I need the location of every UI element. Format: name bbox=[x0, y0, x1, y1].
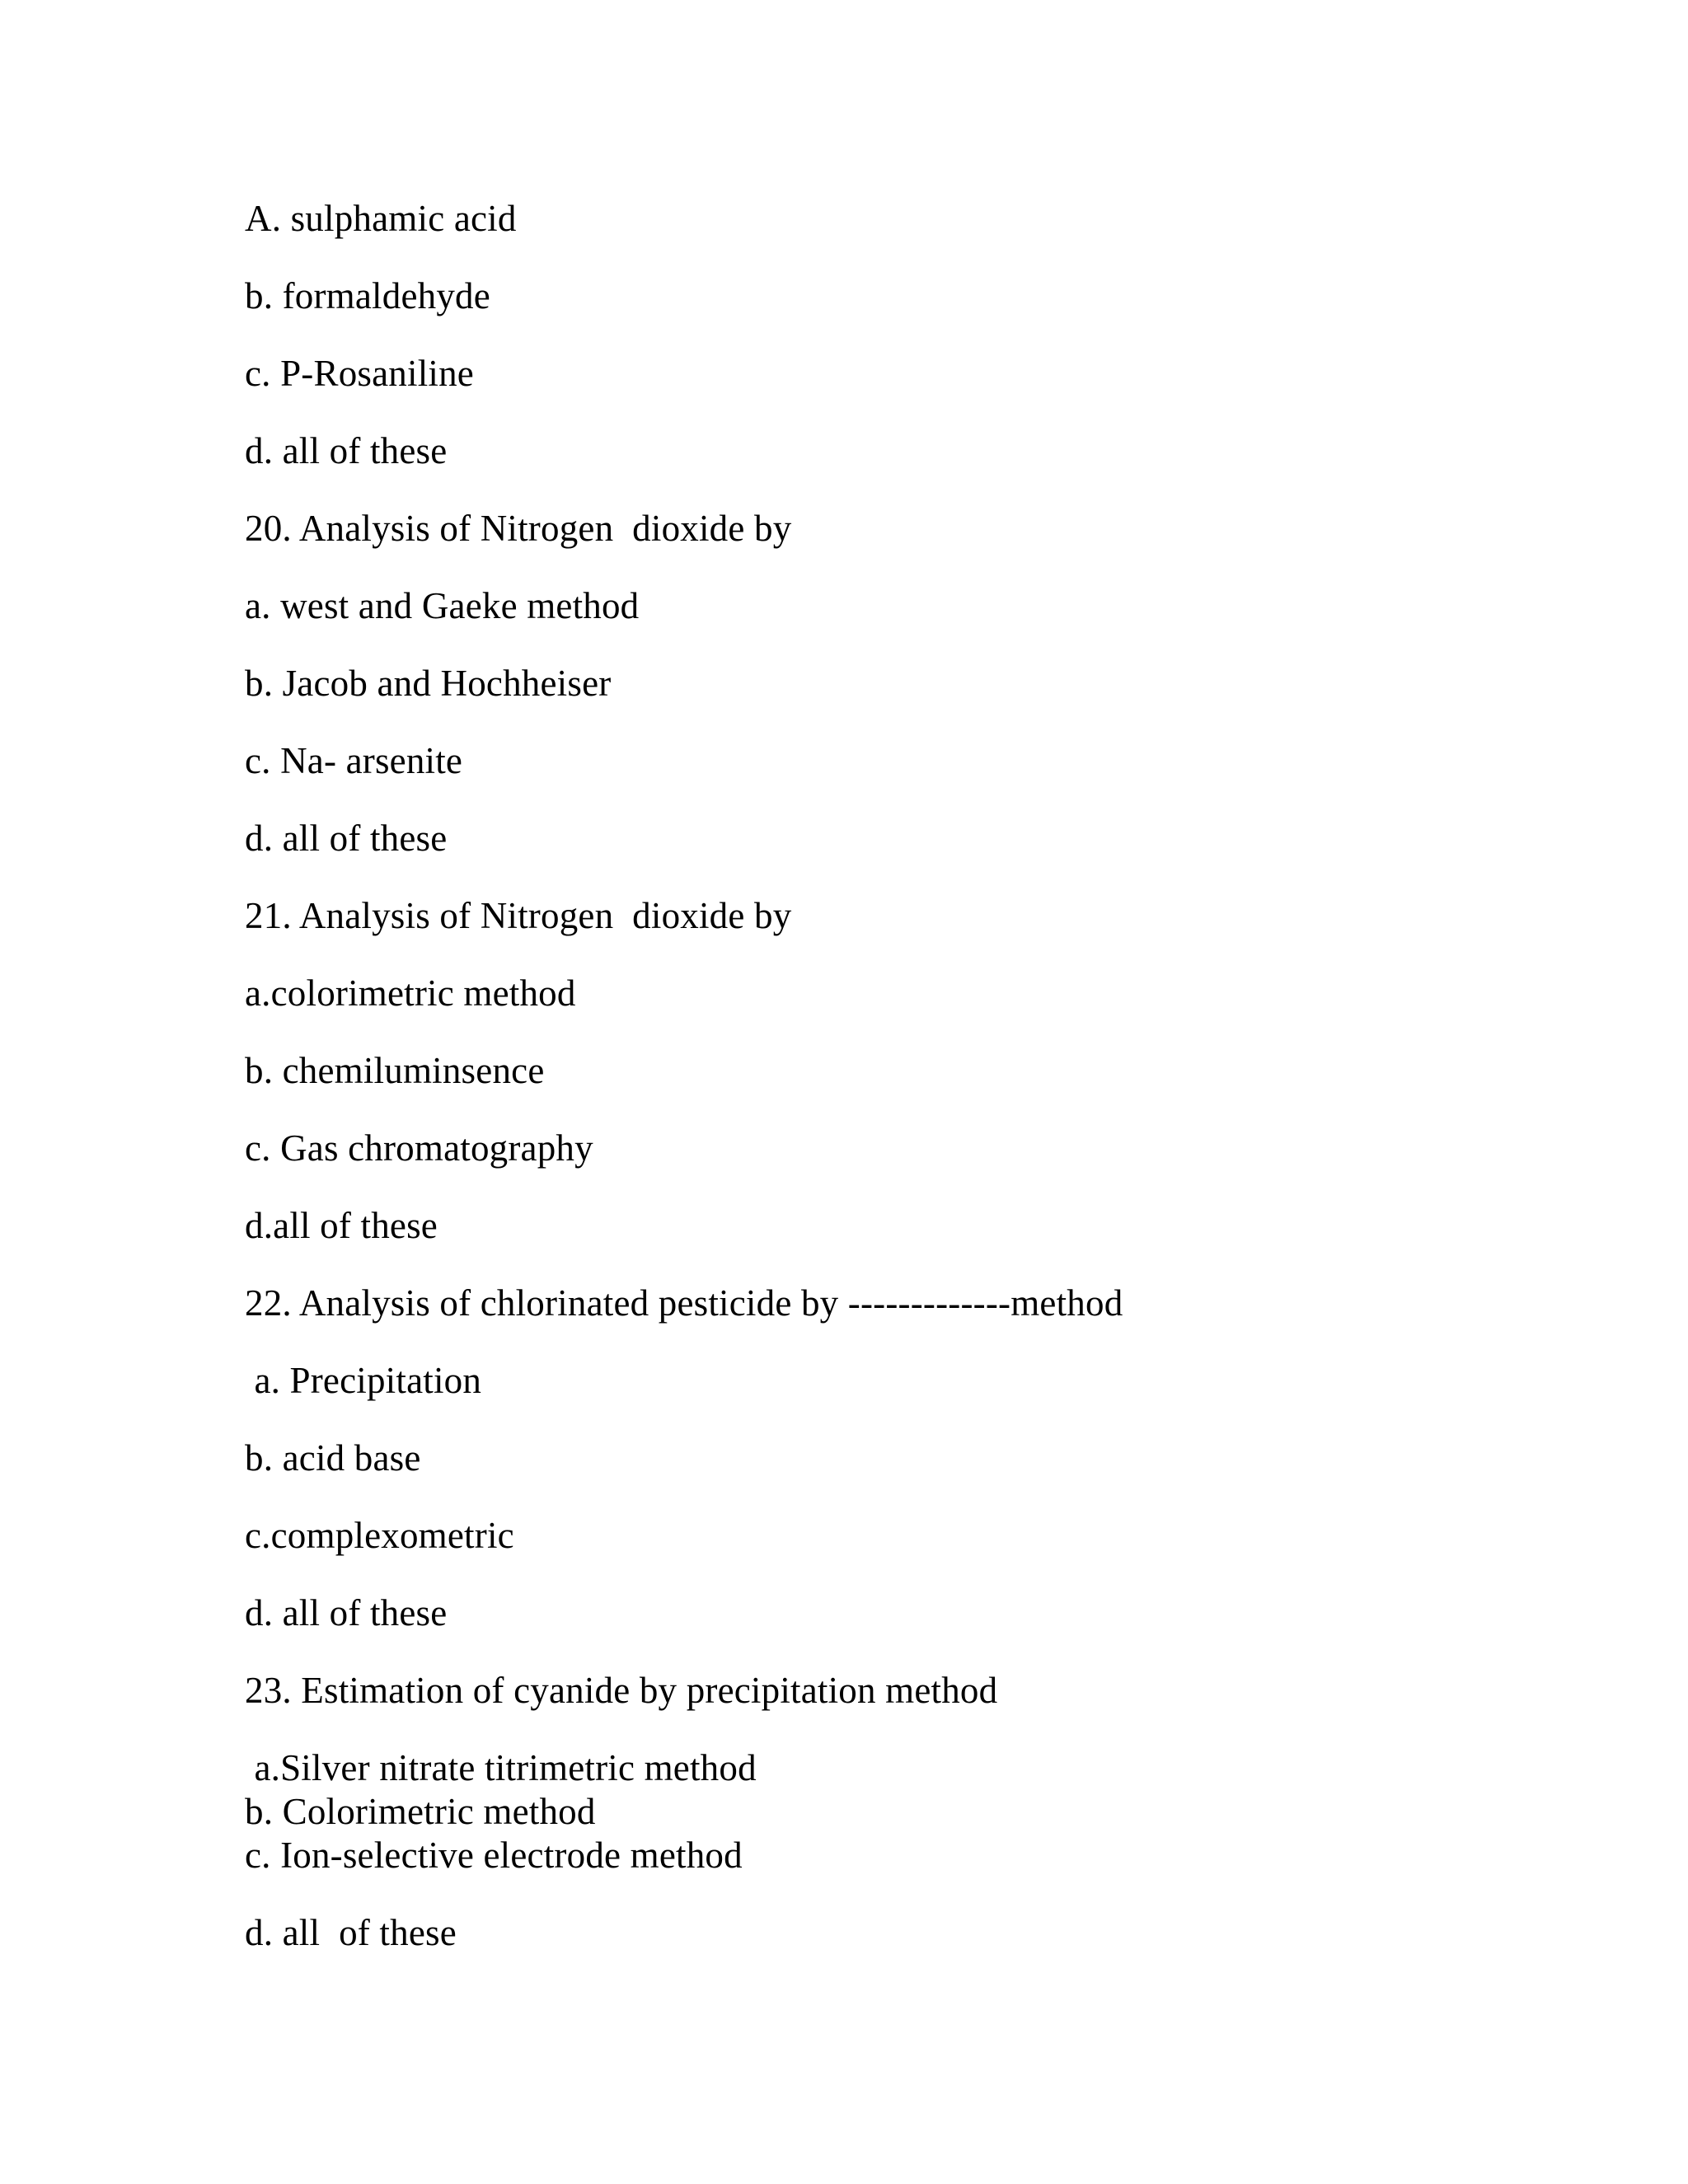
option-line: A. sulphamic acid bbox=[245, 198, 517, 239]
question-line: 21. Analysis of Nitrogen dioxide by bbox=[245, 895, 792, 936]
option-line: c. Gas chromatography bbox=[245, 1127, 593, 1169]
question-line: 23. Estimation of cyanide by precipitation method bbox=[245, 1670, 998, 1711]
option-line: b. acid base bbox=[245, 1437, 421, 1479]
option-line: b. formaldehyde bbox=[245, 275, 490, 316]
option-line: c.complexometric bbox=[245, 1515, 514, 1556]
option-line: d. all of these bbox=[245, 1912, 457, 1953]
option-line: d. all of these bbox=[245, 1592, 448, 1633]
option-line: a.colorimetric method bbox=[245, 972, 576, 1014]
option-line: d. all of these bbox=[245, 818, 448, 859]
question-line: 22. Analysis of chlorinated pesticide by -------------method bbox=[245, 1282, 1123, 1324]
option-line: c. Ion-selective electrode method bbox=[245, 1835, 743, 1876]
option-line: c. P-Rosaniline bbox=[245, 353, 474, 394]
question-line: 20. Analysis of Nitrogen dioxide by bbox=[245, 508, 792, 549]
option-line: d.all of these bbox=[245, 1205, 438, 1246]
option-line: b. chemiluminsence bbox=[245, 1050, 545, 1091]
option-line: d. all of these bbox=[245, 430, 448, 471]
option-line: a.Silver nitrate titrimetric method bbox=[245, 1747, 757, 1788]
option-line: c. Na- arsenite bbox=[245, 740, 463, 781]
option-line: a. Precipitation bbox=[245, 1360, 482, 1401]
option-line: b. Colorimetric method bbox=[245, 1791, 596, 1832]
option-line: a. west and Gaeke method bbox=[245, 585, 640, 626]
option-line: b. Jacob and Hochheiser bbox=[245, 663, 612, 704]
